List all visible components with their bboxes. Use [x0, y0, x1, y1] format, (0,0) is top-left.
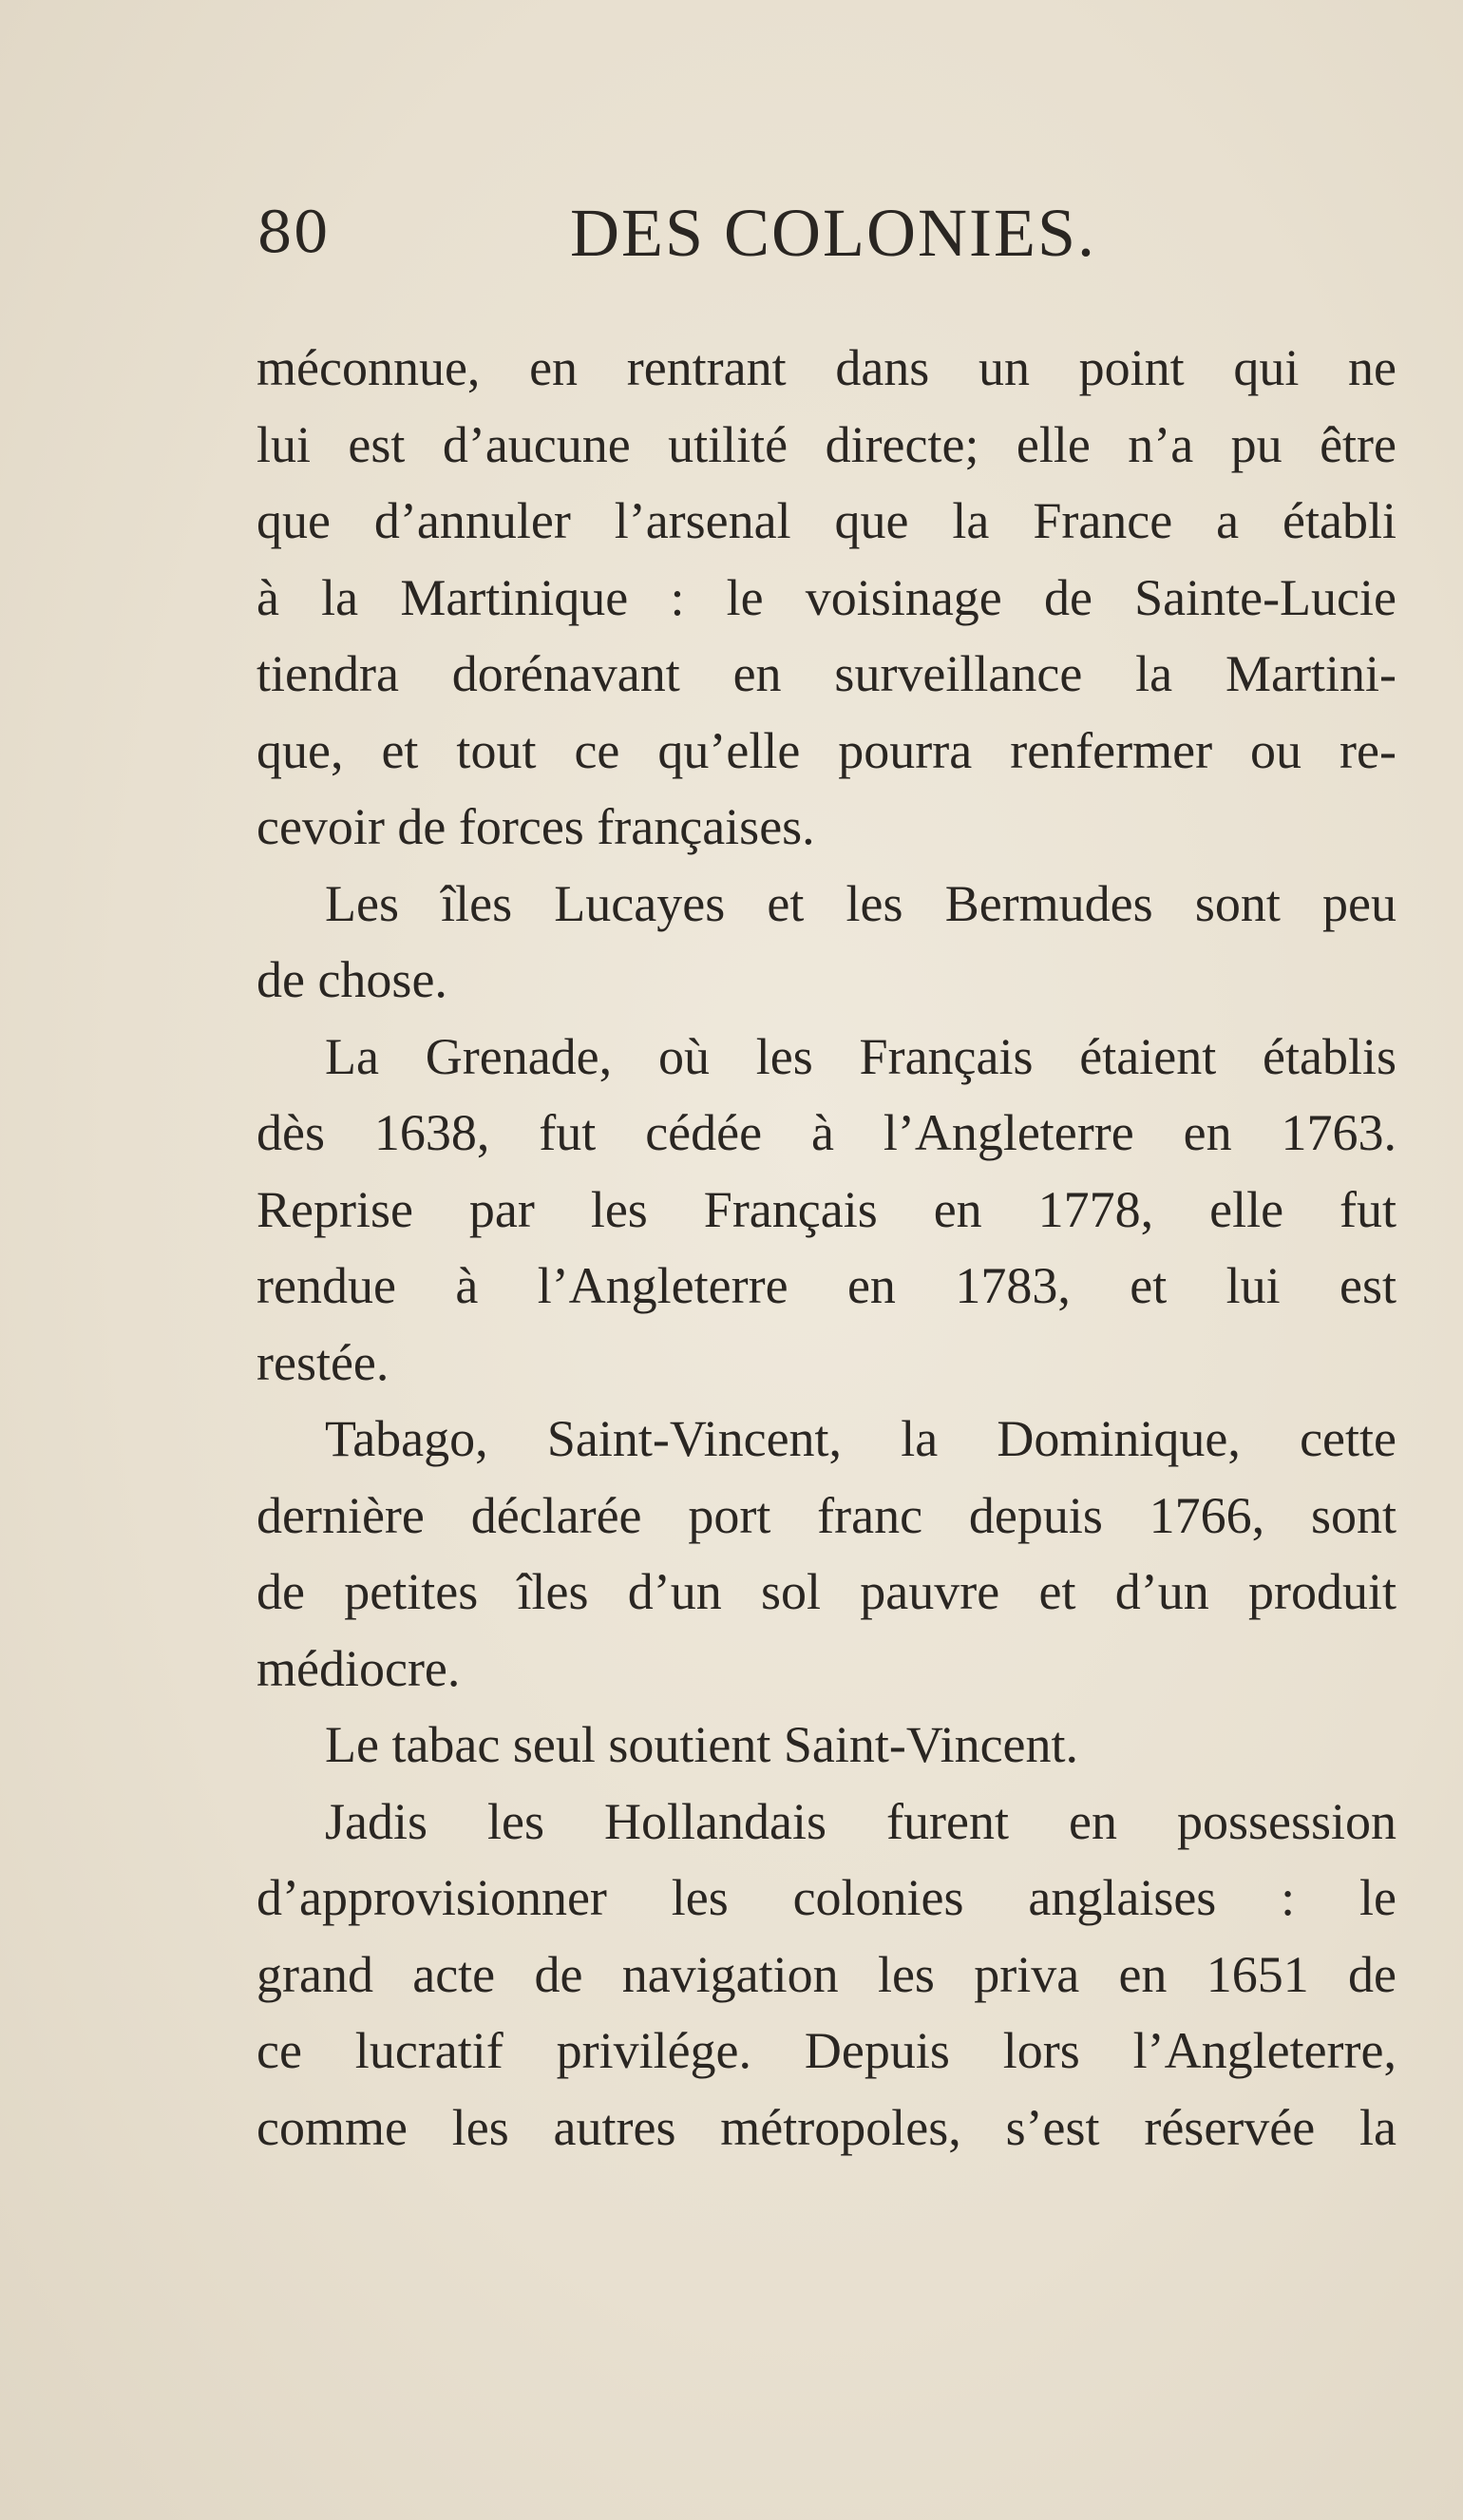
- text-line: ce lucratif privilége. Depuis lors l’Angleterre,: [256, 2022, 1396, 2079]
- text-line: que, et tout ce qu’elle pourra renfermer ou re-: [256, 721, 1396, 779]
- running-head: [256, 190, 1396, 276]
- paragraph-start-line: Jadis les Hollandais furent en possession: [325, 1792, 1396, 1850]
- text-line: lui est d’aucune utilité directe; elle n’a pu être: [256, 415, 1396, 473]
- paragraph-start-line: Les îles Lucayes et les Bermudes sont peu: [325, 874, 1396, 932]
- text-line: comme les autres métropoles, s’est réservée la: [256, 2098, 1396, 2156]
- section-title: DES COLONIES.: [570, 195, 1097, 271]
- text-line: dès 1638, fut cédée à l’Angleterre en 1763.: [256, 1104, 1396, 1161]
- text-line: que d’annuler l’arsenal que la France a établi: [256, 492, 1396, 549]
- paragraph-start-line: Tabago, Saint-Vincent, la Dominique, cette: [325, 1410, 1396, 1467]
- text-line: rendue à l’Angleterre en 1783, et lui est: [256, 1257, 1396, 1314]
- paragraph-start-line: Le tabac seul soutient Saint-Vincent.: [325, 1716, 1079, 1773]
- text-line: de chose.: [256, 951, 447, 1008]
- text-line: tiendra dorénavant en surveillance la Martini-: [256, 645, 1396, 702]
- text-line: de petites îles d’un sol pauvre et d’un produit: [256, 1563, 1396, 1620]
- text-line: médiocre.: [256, 1639, 461, 1697]
- text-line: restée.: [256, 1333, 390, 1391]
- text-line: cevoir de forces françaises.: [256, 798, 815, 855]
- page-number: 80: [256, 200, 330, 266]
- text-line: méconnue, en rentrant dans un point qui ne: [256, 339, 1396, 396]
- page-body: [256, 330, 1396, 2166]
- text-line: grand acte de navigation les priva en 1651 de: [256, 1945, 1396, 2003]
- text-line: dernière déclarée port franc depuis 1766, sont: [256, 1486, 1396, 1544]
- paragraph-start-line: La Grenade, où les Français étaient établis: [325, 1027, 1396, 1085]
- text-line: à la Martinique : le voisinage de Sainte-Lucie: [256, 568, 1396, 626]
- text-line: d’approvisionner les colonies anglaises : le: [256, 1869, 1396, 1926]
- text-line: Reprise par les Français en 1778, elle fut: [256, 1180, 1396, 1238]
